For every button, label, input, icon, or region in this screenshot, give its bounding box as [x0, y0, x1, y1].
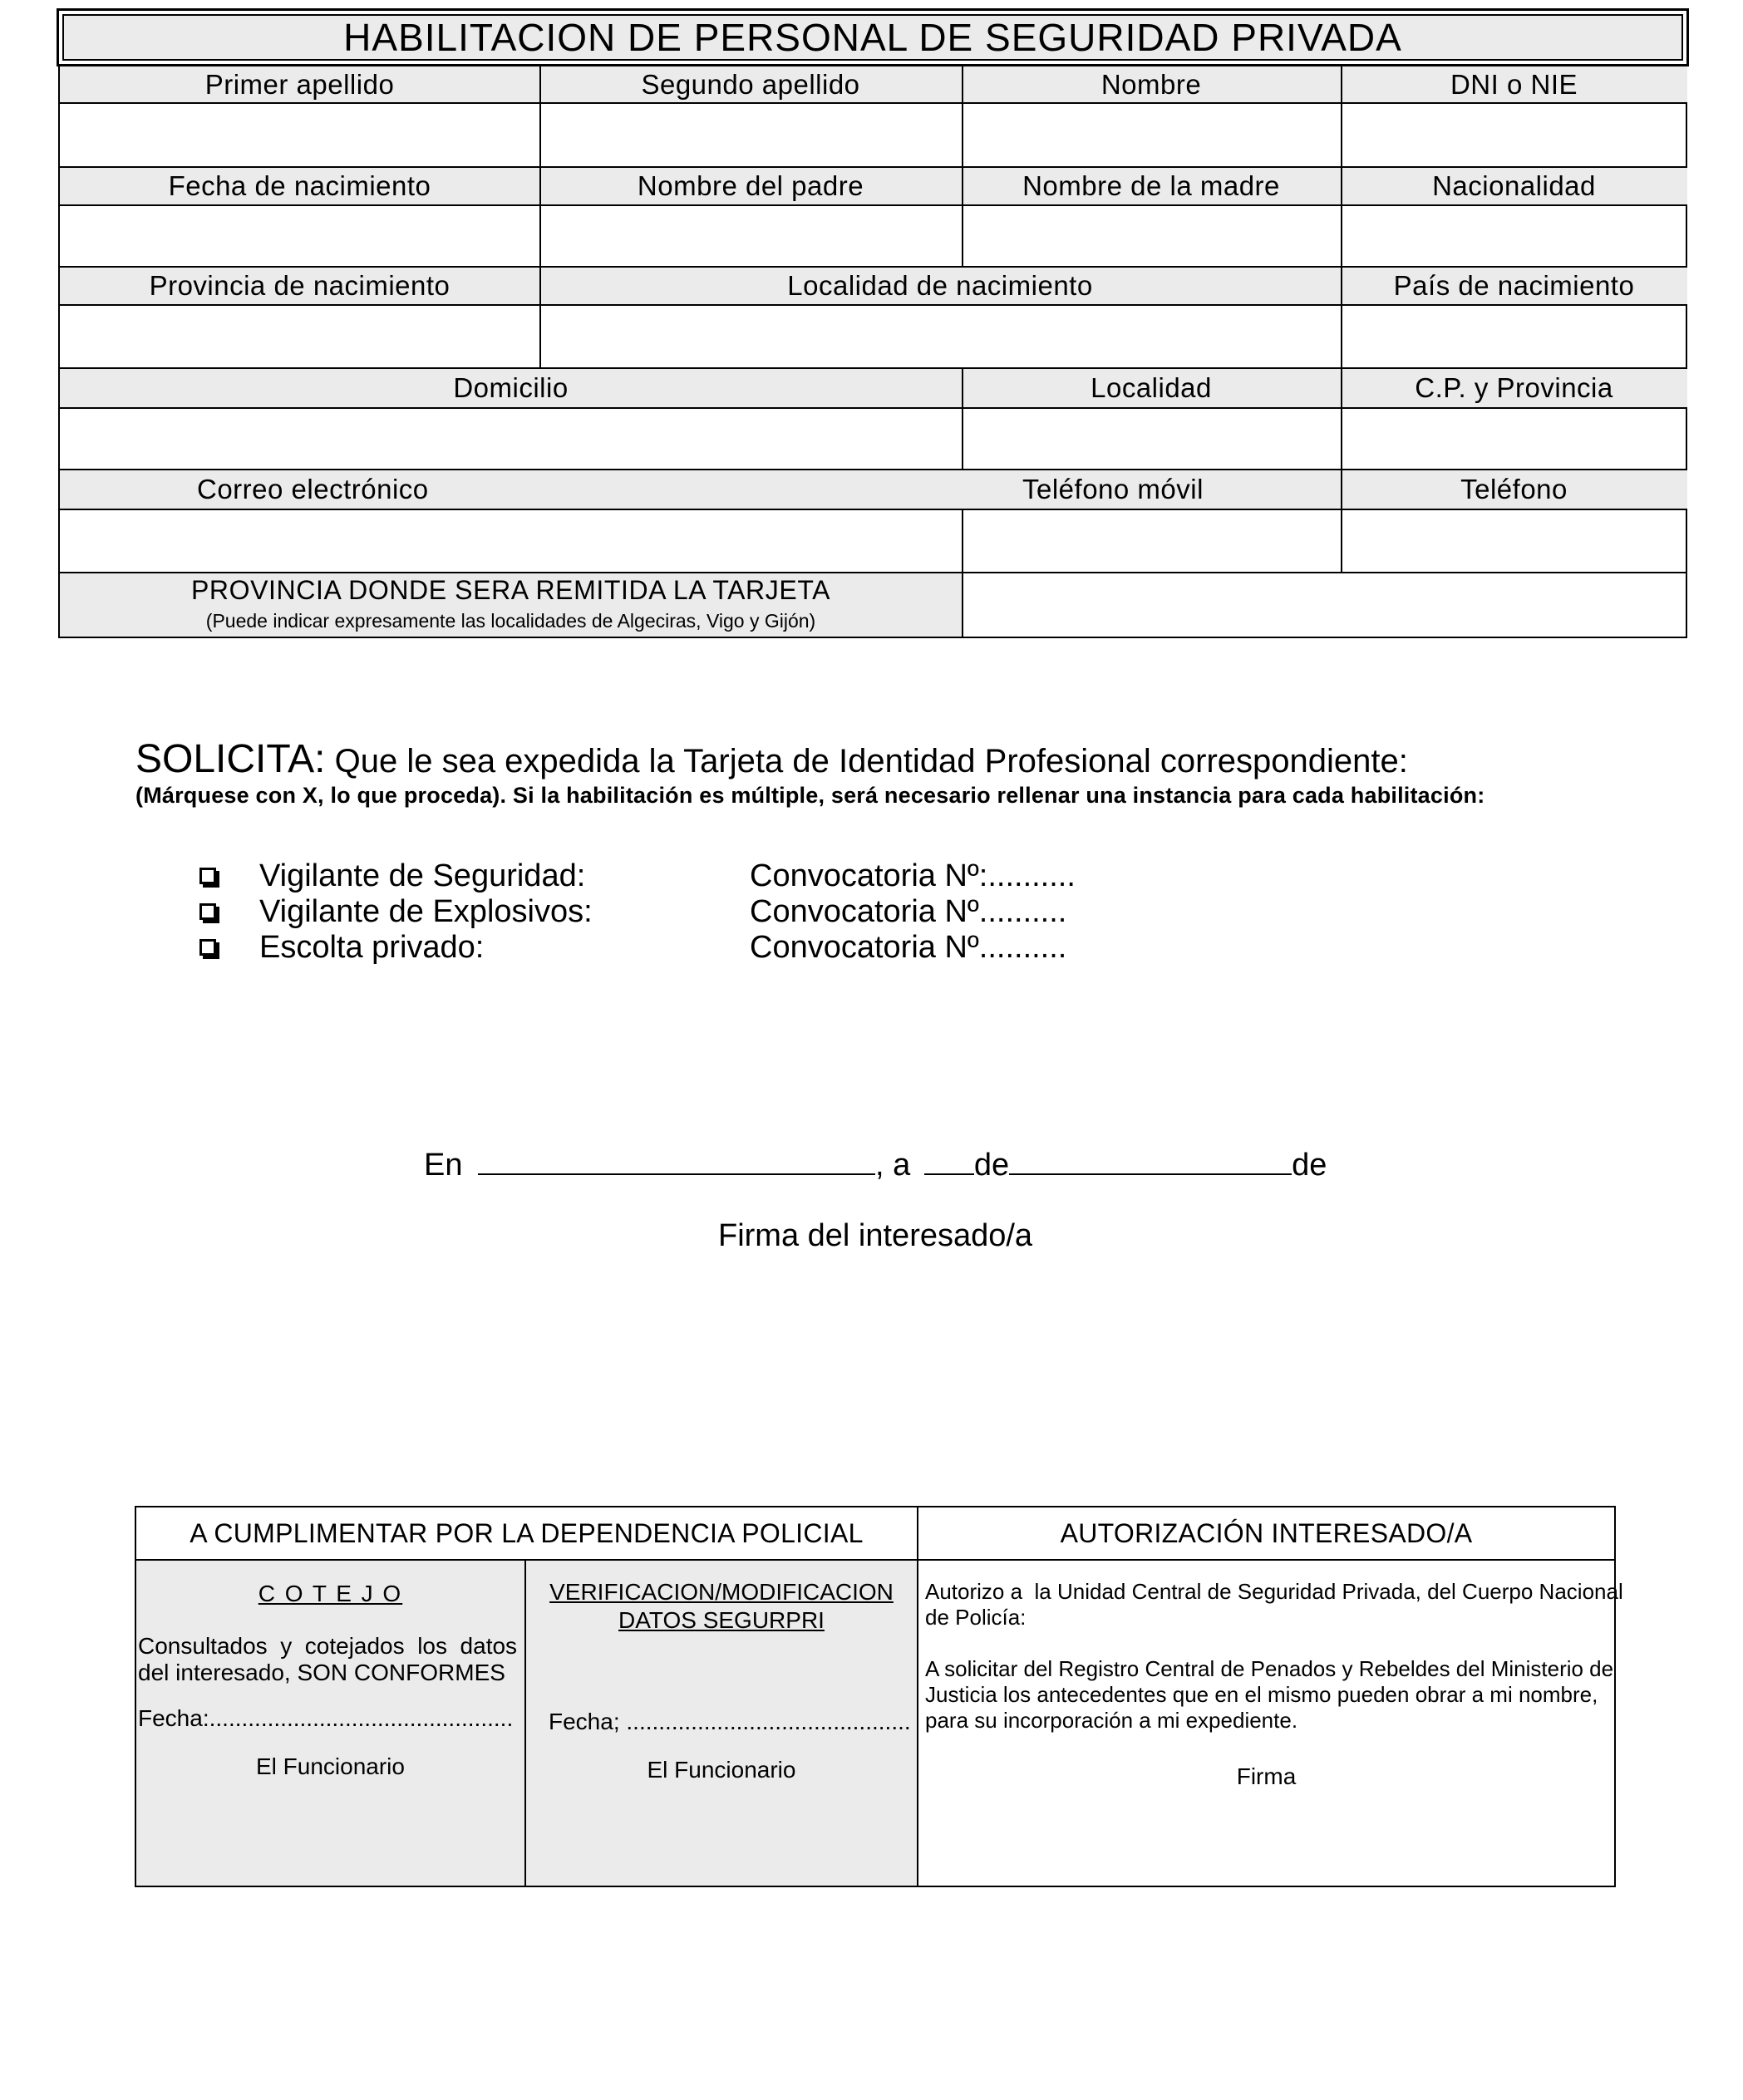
- solicita-note: (Márquese con X, lo que proceda). Si la habilitación es múltiple, será necesario rellenar una instancia para cada habilitación:: [135, 783, 1485, 808]
- verificacion-title-line2: DATOS SEGURPRI: [618, 1607, 825, 1633]
- autorizacion-p1-line2: de Policía:: [925, 1605, 1027, 1630]
- lugar-field[interactable]: [478, 1145, 875, 1175]
- form-title: HABILITACION DE PERSONAL DE SEGURIDAD PRIVADA: [62, 14, 1683, 61]
- solicita-text: Que le sea expedida la Tarjeta de Identidad Profesional correspondiente:: [325, 743, 1408, 780]
- domicilio-field[interactable]: [60, 409, 962, 469]
- label-provincia-nacimiento: Provincia de nacimiento: [60, 268, 539, 304]
- label-provincia-tarjeta-cell: [60, 573, 962, 637]
- solicita-line: [135, 736, 1408, 782]
- vigilante-explosivos-checkbox[interactable]: [199, 903, 216, 920]
- label-movil: Teléfono móvil: [1022, 474, 1204, 504]
- label-localidad-nacimiento: Localidad de nacimiento: [539, 268, 1341, 304]
- nombre-field[interactable]: [962, 104, 1341, 166]
- cotejo-text-line2: del interesado, SON CONFORMES: [138, 1660, 505, 1685]
- verificacion-fecha: Fecha; ............................................: [549, 1709, 911, 1734]
- nombre-madre-field[interactable]: [962, 206, 1341, 266]
- cotejo-fecha: Fecha:...............................................: [138, 1705, 514, 1731]
- primer-apellido-field[interactable]: [60, 104, 539, 166]
- cotejo-text-line1: Consultados y cotejados los datos: [138, 1633, 518, 1659]
- dni-field[interactable]: [1341, 104, 1687, 166]
- autorizacion-p2-line2: Justicia los antecedentes que en el mismo pueden obrar a mi nombre,: [925, 1682, 1598, 1707]
- option-label: Vigilante de Explosivos:: [259, 894, 593, 929]
- label-dni: DNI o NIE: [1341, 66, 1687, 102]
- nombre-padre-field[interactable]: [539, 206, 962, 266]
- label-pais-nacimiento: País de nacimiento: [1341, 268, 1687, 304]
- autorizacion-firma: Firma: [1236, 1763, 1297, 1789]
- dia-field[interactable]: [924, 1145, 974, 1175]
- autorizacion-section: [918, 1561, 1623, 1886]
- label-segundo-apellido: Segundo apellido: [539, 66, 962, 102]
- label-provincia-tarjeta-note: (Puede indicar expresamente las localidades de Algeciras, Vigo y Gijón): [205, 610, 816, 632]
- de-label: de: [1292, 1148, 1327, 1183]
- option-label: Vigilante de Seguridad:: [259, 858, 586, 893]
- autorizacion-p2-line3: para su incorporación a mi expediente.: [925, 1708, 1298, 1733]
- label-telefono: Teléfono: [1341, 470, 1687, 509]
- firma-interesado: Firma del interesado/a: [718, 1218, 1033, 1253]
- label-localidad: Localidad: [962, 369, 1341, 407]
- place-date-line: [424, 1145, 1327, 1183]
- segundo-apellido-field[interactable]: [539, 104, 962, 166]
- label-correo: Correo electrónico: [197, 474, 429, 504]
- solicita-lead: SOLICITA:: [135, 737, 326, 781]
- verificacion-title-line1: VERIFICACION/MODIFICACION: [549, 1579, 894, 1605]
- label-nombre-madre: Nombre de la madre: [962, 168, 1341, 204]
- label-nacionalidad: Nacionalidad: [1341, 168, 1687, 204]
- option-convocatoria: Convocatoria Nº..........: [750, 894, 1067, 929]
- label-primer-apellido: Primer apellido: [60, 66, 539, 102]
- cp-provincia-field[interactable]: [1341, 409, 1687, 469]
- pais-nacimiento-field[interactable]: [1341, 306, 1687, 367]
- localidad-field[interactable]: [962, 409, 1341, 469]
- option-label: Escolta privado:: [259, 930, 485, 965]
- en-label: En: [424, 1148, 463, 1183]
- fecha-nacimiento-field[interactable]: [60, 206, 539, 266]
- cotejo-title: C O T E J O: [258, 1581, 403, 1606]
- verificacion-section: [526, 1561, 917, 1886]
- provincia-nacimiento-field[interactable]: [60, 306, 539, 367]
- cotejo-funcionario: El Funcionario: [256, 1753, 405, 1779]
- label-nombre: Nombre: [962, 66, 1341, 102]
- correo-field[interactable]: [60, 510, 962, 572]
- label-cp-provincia: C.P. y Provincia: [1341, 369, 1687, 407]
- label-row-contacto: [60, 470, 1341, 509]
- label-fecha-nacimiento: Fecha de nacimiento: [60, 168, 539, 204]
- movil-field[interactable]: [962, 510, 1341, 572]
- mes-field[interactable]: [1009, 1145, 1292, 1175]
- nacionalidad-field[interactable]: [1341, 206, 1687, 266]
- escolta-privado-checkbox[interactable]: [199, 939, 216, 956]
- vigilante-seguridad-checkbox[interactable]: [199, 868, 216, 884]
- autorizacion-p2-line1: A solicitar del Registro Central de Penados y Rebeldes del Ministerio de: [925, 1656, 1614, 1681]
- localidad-nacimiento-field[interactable]: [539, 306, 1341, 367]
- label-provincia-tarjeta: PROVINCIA DONDE SERA REMITIDA LA TARJETA: [190, 575, 831, 605]
- office-use-box: [135, 1506, 1623, 1887]
- a-label: , a: [875, 1148, 911, 1183]
- provincia-tarjeta-field[interactable]: [962, 573, 1687, 637]
- telefono-field[interactable]: [1341, 510, 1687, 572]
- office-right-header: AUTORIZACIÓN INTERESADO/A: [1060, 1517, 1473, 1548]
- de-label: de: [973, 1148, 1010, 1183]
- cotejo-section: [136, 1561, 524, 1886]
- form-title-box: [57, 8, 1689, 66]
- office-left-header: A CUMPLIMENTAR POR LA DEPENDENCIA POLICIAL: [190, 1517, 864, 1548]
- verificacion-funcionario: El Funcionario: [647, 1757, 796, 1783]
- personal-data-grid: [58, 66, 1687, 638]
- option-convocatoria: Convocatoria Nº..........: [750, 930, 1067, 965]
- option-convocatoria: Convocatoria Nº:..........: [750, 858, 1076, 893]
- label-nombre-padre: Nombre del padre: [539, 168, 962, 204]
- label-domicilio: Domicilio: [60, 369, 962, 407]
- autorizacion-p1-line1: Autorizo a la Unidad Central de Seguridad Privada, del Cuerpo Nacional: [925, 1579, 1623, 1604]
